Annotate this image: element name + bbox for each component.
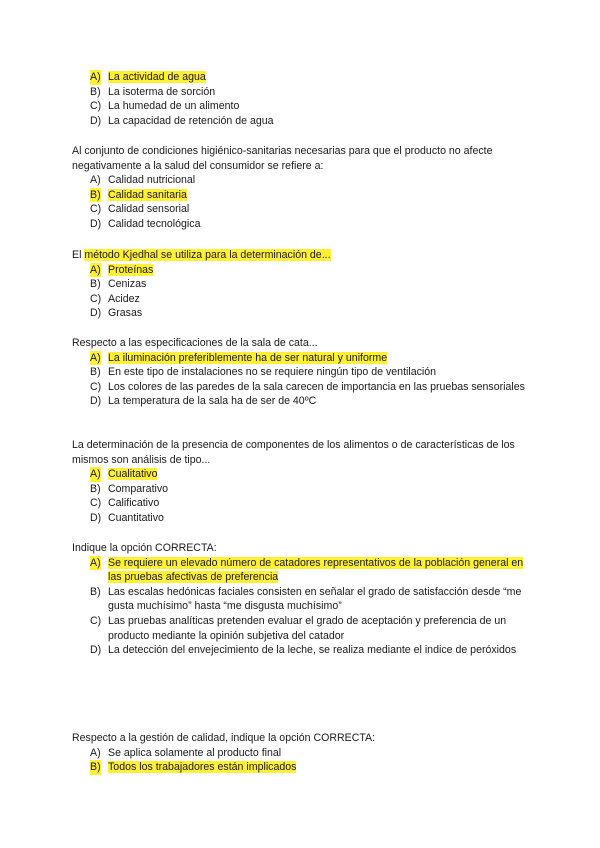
question-2 (72, 144, 532, 232)
question-1 (72, 70, 532, 128)
option-letter: C) (90, 497, 102, 510)
option-text: La humedad de un alimento (108, 100, 240, 113)
option-text: Calificativo (108, 497, 160, 510)
option-c (72, 380, 532, 395)
option-a (72, 263, 532, 278)
option-d (72, 306, 532, 321)
option-text: La temperatura de la sala ha de ser de 40ºC (108, 395, 317, 408)
stem-highlighted: método Kjedhal se utiliza para la determinación de... (84, 249, 331, 261)
option-letter: B) (90, 85, 101, 98)
option-letter: D) (90, 395, 102, 408)
option-text: La detección del envejecimiento de la leche, se realiza mediante el indice de peróxidos (108, 644, 517, 657)
option-a (72, 746, 532, 761)
option-letter: C) (90, 380, 102, 393)
option-text: Las escalas hedónicas faciales consisten en señalar el grado de satisfacción desde “me gusta muchísimo” hasta “me disgusta muchísimo” (108, 585, 522, 613)
option-letter: D) (90, 511, 102, 524)
option-letter: D) (90, 307, 102, 320)
option-text: Cenizas (108, 278, 147, 291)
options-list (72, 263, 532, 321)
option-text: Calidad sanitaria (108, 188, 187, 201)
option-text: La actividad de agua (108, 71, 206, 83)
options-list (72, 556, 532, 658)
option-letter: B) (90, 482, 101, 495)
option-d (72, 217, 532, 232)
question-7 (72, 731, 532, 775)
options-list (72, 70, 532, 128)
option-d (72, 394, 532, 409)
option-a (72, 556, 532, 585)
option-a (72, 351, 532, 366)
option-text: La iluminación preferiblemente ha de ser natural y uniforme (108, 351, 388, 364)
option-b (72, 277, 532, 292)
question-stem (72, 248, 532, 263)
option-text: Calidad sensorial (108, 203, 190, 216)
option-text: Todos los trabajadores están implicados (108, 761, 297, 774)
option-c (72, 496, 532, 511)
option-text: Acidez (108, 292, 140, 305)
question-5 (72, 438, 532, 526)
option-text: La capacidad de retención de agua (108, 114, 274, 127)
option-text: Los colores de las paredes de la sala carecen de importancia en las pruebas sensoriales (108, 380, 525, 393)
option-b (72, 365, 532, 380)
options-list (72, 173, 532, 231)
option-letter: A) (90, 174, 101, 187)
option-letter: D) (90, 217, 102, 230)
option-text: En este tipo de instalaciones no se requiere ningún tipo de ventilación (108, 366, 437, 379)
option-a (72, 467, 532, 482)
question-3 (72, 248, 532, 321)
option-letter: B) (90, 366, 101, 379)
option-letter: C) (90, 614, 102, 627)
option-text: Se requiere un elevado número de catadores representativos de la población general en las pruebas afectivas de preferencia (108, 556, 524, 584)
options-list (72, 746, 532, 775)
question-6 (72, 541, 532, 658)
option-text: Cualitativo (108, 468, 158, 481)
option-letter: A) (90, 746, 101, 759)
option-text: Se aplica solamente al producto final (108, 746, 282, 759)
question-stem: Respecto a las especificaciones de la sala de cata... (72, 337, 318, 349)
question-4 (72, 336, 532, 409)
question-stem: La determinación de la presencia de componentes de los alimentos o de características de los mismos son análisis de tipo... (72, 439, 515, 466)
option-c (72, 292, 532, 307)
option-letter: A) (90, 71, 101, 83)
option-letter: D) (90, 114, 102, 127)
option-text: Proteínas (108, 263, 154, 276)
option-d (72, 643, 532, 658)
option-b (72, 188, 532, 203)
option-letter: A) (90, 556, 101, 569)
option-letter: B) (90, 278, 101, 291)
option-letter: C) (90, 203, 102, 216)
option-c (72, 99, 532, 114)
option-text: Comparativo (108, 482, 169, 495)
option-text: Calidad nutricional (108, 174, 196, 187)
options-list (72, 467, 532, 525)
option-letter: B) (90, 585, 101, 598)
option-letter: C) (90, 292, 102, 305)
option-b (72, 482, 532, 497)
question-stem: Indique la opción CORRECTA: (72, 542, 217, 554)
option-text: Calidad tecnológica (108, 217, 201, 230)
option-letter: A) (90, 468, 101, 481)
question-stem: Al conjunto de condiciones higiénico-sanitarias necesarias para que el producto no afecte negativamente a la salud del consumidor se refiere a: (72, 145, 493, 172)
option-c (72, 202, 532, 217)
option-b (72, 85, 532, 100)
option-a (72, 70, 532, 85)
question-stem: Respecto a la gestión de calidad, indique la opción CORRECTA: (72, 732, 376, 744)
option-b (72, 760, 532, 775)
option-letter: A) (90, 351, 101, 364)
option-c (72, 614, 532, 643)
option-letter: B) (90, 188, 101, 201)
option-d (72, 511, 532, 526)
option-letter: D) (90, 644, 102, 657)
option-letter: B) (90, 761, 101, 774)
stem-prefix: El (72, 249, 85, 261)
option-d (72, 114, 532, 129)
option-text: La isoterma de sorción (108, 85, 216, 98)
options-list (72, 351, 532, 409)
option-b (72, 585, 532, 614)
option-letter: C) (90, 100, 102, 113)
option-text: Las pruebas analíticas pretenden evaluar el grado de aceptación y preferencia de un producto mediante la opinión subjetiva del catador (108, 614, 507, 642)
option-letter: A) (90, 263, 101, 276)
option-text: Cuantitativo (108, 511, 164, 524)
option-a (72, 173, 532, 188)
option-text: Grasas (108, 307, 143, 320)
